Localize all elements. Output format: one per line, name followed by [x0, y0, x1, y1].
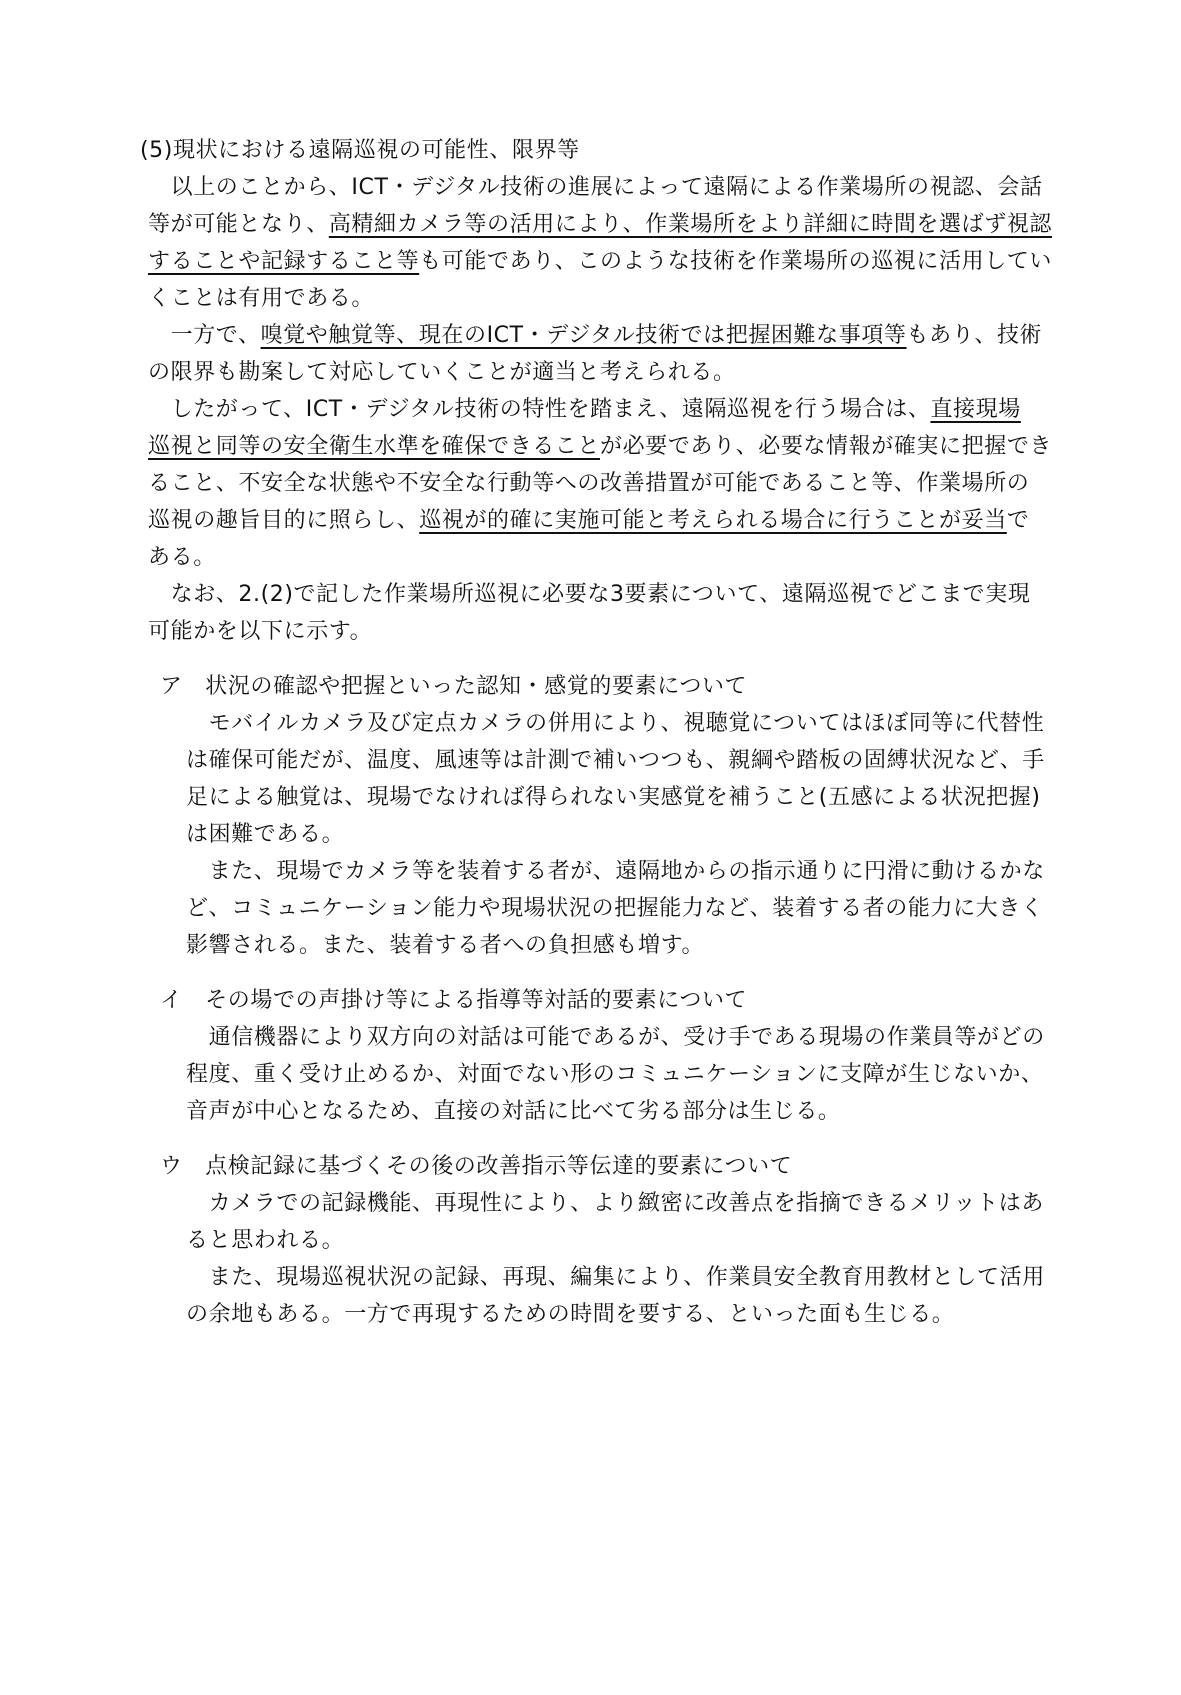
text-line — [140, 280, 1040, 317]
text-line: 通信機器により双方向の対話は可能であるが、受け手である現場の作業員等がどの — [186, 1025, 1045, 1050]
text-segment: 一方で、 — [148, 323, 261, 348]
document-page — [140, 132, 1053, 1333]
text-line: ると思われる。 — [186, 1228, 345, 1253]
text-segment: したがって、ICT・デジタル技術の特性を踏まえ、遠隔巡視を行う場合は、 — [148, 397, 931, 422]
subsection — [140, 982, 1045, 1130]
paragraph — [140, 317, 1043, 391]
text-line — [140, 539, 1040, 576]
text-line — [140, 243, 1053, 280]
underlined-text: 高精細カメラ等の活用により、作業場所をより詳細に時間を選ばず視認 — [328, 212, 1053, 237]
text-line: ど、コミュニケーション能力や現場状況の把握能力など、装着する者の能力に大きく — [186, 896, 1044, 921]
text-line — [140, 391, 1040, 428]
text-line — [140, 206, 1053, 243]
text-line — [140, 576, 1040, 613]
text-line: 影響される。また、装着する者への負担感も増す。 — [186, 933, 705, 958]
subsection-heading: ウ 点検記録に基づくその後の改善指示等伝達的要素について — [160, 1154, 793, 1179]
text-line — [140, 502, 1040, 539]
body-paragraphs — [140, 169, 1053, 650]
text-segment: 以上のことから、ICT・デジタル技術の進展によって遠隔による作業場所の視認、会話 — [148, 175, 1043, 200]
text-segment: 可能かを以下に示す。 — [148, 619, 373, 644]
subsection-heading: イ その場での声掛け等による指導等対話的要素について — [160, 988, 748, 1013]
text-segment: なお、2.(2)で記した作業場所巡視に必要な3要素について、遠隔巡視でどこまで実現 — [148, 582, 1031, 607]
text-line — [140, 613, 1040, 650]
text-line: 程度、重く受け止めるか、対面でない形のコミュニケーションに支障が生じないか、 — [186, 1062, 1044, 1087]
text-segment: も可能であり、このような技術を作業場所の巡視に活用してい — [419, 249, 1053, 274]
text-segment: の限界も勘案して対応していくことが適当と考えられる。 — [148, 360, 736, 385]
underlined-text: 嗅覚や触覚等、現在のICT・デジタル技術では把握困難な事項等 — [260, 323, 907, 348]
underlined-text: 直接現場 — [930, 397, 1021, 422]
underlined-text: 巡視と同等の安全衛生水準を確保できること — [148, 434, 601, 459]
text-line: また、現場でカメラ等を装着する者が、遠隔地からの指示通りに円滑に動けるかな — [186, 859, 1045, 884]
underlined-text: することや記録すること等 — [148, 249, 420, 274]
text-segment: ること、不安全な状態や不安全な行動等への改善措置が可能であること等、作業場所の — [148, 471, 1030, 496]
text-segment: 巡視の趣旨目的に照らし、 — [148, 508, 420, 533]
subsection-heading: ア 状況の確認や把握といった認知・感覚的要素について — [160, 674, 748, 699]
underlined-text: 巡視が的確に実施可能と考えられる場合に行うことが妥当 — [419, 508, 1007, 533]
text-line: は困難である。 — [186, 822, 345, 847]
text-line — [140, 465, 1040, 502]
text-segment: くことは有用である。 — [148, 286, 375, 311]
paragraph — [140, 391, 1053, 576]
text-segment: もあり、技術 — [906, 323, 1043, 348]
subsection — [140, 1148, 1045, 1333]
text-line: カメラでの記録機能、再現性により、より緻密に改善点を指摘できるメリットはあ — [186, 1191, 1044, 1216]
text-line — [140, 169, 1043, 206]
subsection — [140, 668, 1045, 964]
text-line: また、現場巡視状況の記録、再現、編集により、作業員安全教育用教材として活用 — [186, 1265, 1045, 1290]
text-segment: ある。 — [148, 545, 216, 570]
text-line — [140, 428, 1053, 465]
paragraph — [140, 576, 1040, 650]
text-segment: で — [1006, 508, 1030, 533]
subsections — [140, 668, 1045, 1333]
paragraph — [140, 169, 1053, 317]
text-line — [140, 354, 1040, 391]
text-segment: 等が可能となり、 — [148, 212, 329, 237]
section-title: (5)現状における遠隔巡視の可能性、限界等 — [140, 138, 580, 163]
text-line — [140, 317, 1043, 354]
text-line: 足による触覚は、現場でなければ得られない実感覚を補うこと(五感による状況把握) — [186, 785, 1041, 810]
text-line: 音声が中心となるため、直接の対話に比べて劣る部分は生じる。 — [186, 1099, 841, 1124]
text-line: の余地もある。一方で再現するための時間を要する、といった面も生じる。 — [186, 1302, 955, 1327]
text-line: は確保可能だが、温度、風速等は計測で補いつつも、親綱や踏板の固縛状況など、手 — [186, 748, 1045, 773]
text-line: モバイルカメラ及び定点カメラの併用により、視聴覚についてはほぼ同等に代替性 — [186, 711, 1045, 736]
text-segment: が必要であり、必要な情報が確実に把握でき — [600, 434, 1053, 459]
